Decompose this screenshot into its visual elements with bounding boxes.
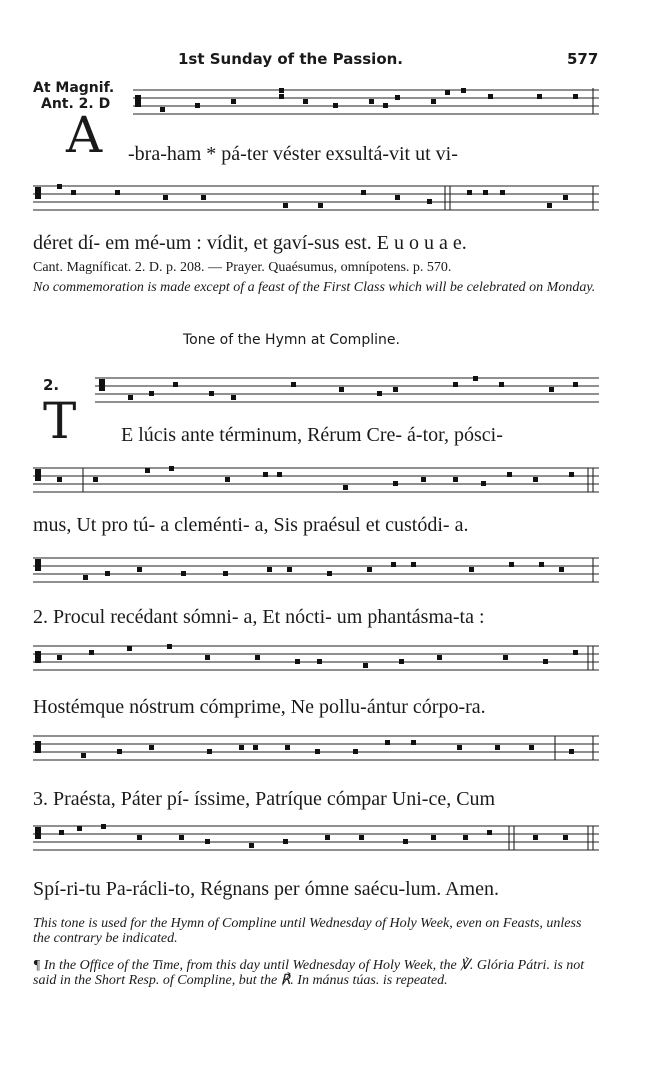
chant-staff <box>33 462 599 502</box>
page-number: 577 <box>567 50 599 68</box>
lyric-line: Hostémque nóstrum cómprime, Ne pollu-ántur córpo-ra. <box>33 696 486 718</box>
initial-letter-a: A <box>66 106 103 164</box>
lyric-line: E lúcis ante términum, Rérum Cre- á-tor, pósci- <box>121 424 503 446</box>
lyric-line: 3. Praésta, Páter pí- íssime, Patríque cómpar Uni-ce, Cum <box>33 788 496 810</box>
chant-staff <box>33 372 599 412</box>
lyric-line: 2. Procul recédant sómni- a, Et nócti- um phantásma-ta : <box>33 606 485 628</box>
lyric-line: Spí-ri-tu Pa-rácli-to, Régnans per ómne saécu-lum. Amen. <box>33 878 499 900</box>
chant-staff <box>33 84 599 124</box>
footnote-office-time: ¶ In the Office of the Time, from this day until Wednesday of Holy Week, the ℣. Glória Pátri. is not said in the Short Resp. of Compline, but the ℟. In mánus túas. is repeated. <box>33 958 585 988</box>
chant-staff <box>33 820 599 860</box>
lyric-line: déret dí- em mé-um : vídit, et gaví-sus est. E u o u a e. <box>33 232 467 254</box>
page-title: 1st Sunday of the Passion. <box>178 50 404 68</box>
commemoration-note: No commemoration is made except of a feast of the First Class which will be celebrated on Monday. <box>33 280 596 295</box>
lyric-line: mus, Ut pro tú- a cleménti- a, Sis praésul et custódi- a. <box>33 514 469 536</box>
chant-staff <box>33 730 599 770</box>
canticle-reference: Cant. Magníficat. 2. D. p. 208. — Prayer. Quaésumus, omnípotens. p. 570. <box>33 260 452 275</box>
lyric-line: -bra-ham * pá-ter véster exsultá-vit ut vi- <box>128 143 458 165</box>
footnote-hymn-tone: This tone is used for the Hymn of Compline until Wednesday of Holy Week, even on Feasts, unless the contrary be indicated. <box>33 916 582 946</box>
hymn-tone-title: Tone of the Hymn at Compline. <box>183 332 400 348</box>
chant-staff <box>33 552 599 592</box>
antiphon-label: At Magnif. Ant. 2. D <box>33 80 115 112</box>
chant-staff <box>33 640 599 680</box>
mode-number: 2. <box>43 376 60 394</box>
initial-letter-t: T <box>43 392 77 450</box>
chant-staff <box>33 180 599 220</box>
